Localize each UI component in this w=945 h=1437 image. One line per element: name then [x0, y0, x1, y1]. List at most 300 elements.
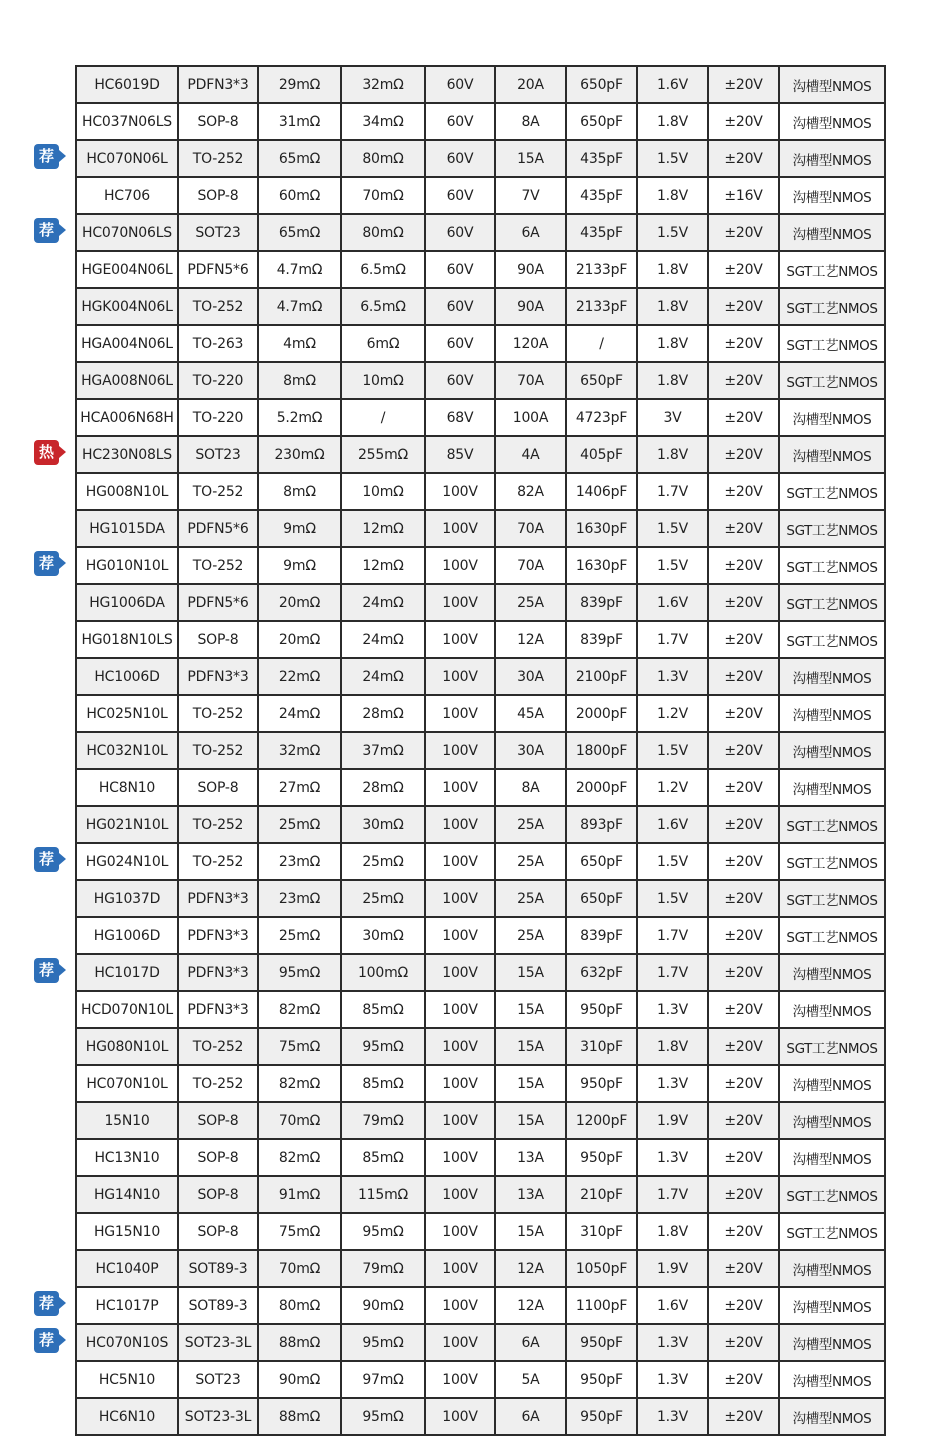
table-row [76, 103, 885, 140]
table-row [76, 1250, 885, 1287]
vth-cell: 1.8V [637, 1028, 708, 1065]
vds-cell: 85V [425, 436, 495, 473]
vth-cell: 1.6V [637, 66, 708, 103]
id-cell: 82A [495, 473, 566, 510]
table-row [76, 140, 885, 177]
table-body [76, 66, 885, 1435]
badge-label: 荐 [38, 1331, 54, 1349]
id-cell: 15A [495, 1213, 566, 1250]
rds-on-max-cell: 34mΩ [341, 103, 425, 140]
vgs-cell: ±20V [708, 769, 779, 806]
package-cell: SOP-8 [178, 1139, 258, 1176]
badge-label: 热 [38, 443, 54, 461]
badge-slot [34, 620, 68, 657]
id-cell: 15A [495, 1102, 566, 1139]
vth-cell: 1.5V [637, 214, 708, 251]
ciss-cell: 839pF [566, 584, 637, 621]
id-cell: 25A [495, 584, 566, 621]
vds-cell: 100V [425, 1102, 495, 1139]
id-cell: 100A [495, 399, 566, 436]
rds-on-max-cell: 6.5mΩ [341, 251, 425, 288]
model-cell: HG1006D [76, 917, 178, 954]
model-cell: HG1015DA [76, 510, 178, 547]
badge-column [34, 65, 68, 1434]
vds-cell: 100V [425, 1324, 495, 1361]
model-cell: HG1006DA [76, 584, 178, 621]
vth-cell: 1.3V [637, 1065, 708, 1102]
package-cell: SOP-8 [178, 1213, 258, 1250]
ciss-cell: 2133pF [566, 288, 637, 325]
badge-slot [34, 694, 68, 731]
vgs-cell: ±20V [708, 1287, 779, 1324]
model-cell: HC230N08LS [76, 436, 178, 473]
id-cell: 25A [495, 806, 566, 843]
vth-cell: 1.8V [637, 103, 708, 140]
model-cell: HC070N06L [76, 140, 178, 177]
table-row [76, 214, 885, 251]
package-cell: SOT23 [178, 214, 258, 251]
ciss-cell: 2100pF [566, 658, 637, 695]
vgs-cell: ±20V [708, 362, 779, 399]
ciss-cell: 650pF [566, 362, 637, 399]
rds-on-cell: 65mΩ [258, 214, 341, 251]
vds-cell: 60V [425, 66, 495, 103]
rds-on-max-cell: 25mΩ [341, 880, 425, 917]
rds-on-cell: 8mΩ [258, 473, 341, 510]
model-cell: HGK004N06L [76, 288, 178, 325]
vth-cell: 1.3V [637, 1139, 708, 1176]
type-cell: 沟槽型NMOS [779, 658, 885, 695]
badge-slot [34, 250, 68, 287]
rds-on-max-cell: 32mΩ [341, 66, 425, 103]
type-cell: SGT工艺NMOS [779, 1028, 885, 1065]
model-cell: HC070N10S [76, 1324, 178, 1361]
rds-on-cell: 230mΩ [258, 436, 341, 473]
rds-on-cell: 88mΩ [258, 1398, 341, 1435]
badge-slot [34, 731, 68, 768]
type-cell: SGT工艺NMOS [779, 806, 885, 843]
table-row [76, 251, 885, 288]
badge-slot [34, 990, 68, 1027]
vds-cell: 100V [425, 547, 495, 584]
rds-on-cell: 31mΩ [258, 103, 341, 140]
vds-cell: 68V [425, 399, 495, 436]
table-row [76, 399, 885, 436]
table-row [76, 1361, 885, 1398]
vgs-cell: ±20V [708, 473, 779, 510]
table-row [76, 1213, 885, 1250]
rds-on-max-cell: 100mΩ [341, 954, 425, 991]
vds-cell: 60V [425, 177, 495, 214]
model-cell: HG024N10L [76, 843, 178, 880]
type-cell: SGT工艺NMOS [779, 288, 885, 325]
vds-cell: 100V [425, 732, 495, 769]
model-cell: HC1006D [76, 658, 178, 695]
model-cell: HGE004N06L [76, 251, 178, 288]
type-cell: SGT工艺NMOS [779, 473, 885, 510]
id-cell: 6A [495, 214, 566, 251]
vgs-cell: ±20V [708, 991, 779, 1028]
rds-on-cell: 60mΩ [258, 177, 341, 214]
model-cell: HC025N10L [76, 695, 178, 732]
rds-on-max-cell: 79mΩ [341, 1102, 425, 1139]
vgs-cell: ±20V [708, 806, 779, 843]
package-cell: TO-252 [178, 695, 258, 732]
badge-slot [34, 472, 68, 509]
ciss-cell: 4723pF [566, 399, 637, 436]
vth-cell: 1.8V [637, 251, 708, 288]
vds-cell: 100V [425, 1213, 495, 1250]
package-cell: PDFN3*3 [178, 880, 258, 917]
rds-on-cell: 82mΩ [258, 1065, 341, 1102]
badge-slot [34, 1360, 68, 1397]
package-cell: SOP-8 [178, 769, 258, 806]
badge-slot [34, 546, 68, 583]
model-cell: HC037N06LS [76, 103, 178, 140]
package-cell: SOP-8 [178, 621, 258, 658]
vds-cell: 100V [425, 1361, 495, 1398]
package-cell: TO-252 [178, 1028, 258, 1065]
badge-slot [34, 842, 68, 879]
ciss-cell: 1100pF [566, 1287, 637, 1324]
badge-slot [34, 1249, 68, 1286]
rds-on-max-cell: 85mΩ [341, 1139, 425, 1176]
vth-cell: 1.3V [637, 1324, 708, 1361]
type-cell: 沟槽型NMOS [779, 1065, 885, 1102]
type-cell: SGT工艺NMOS [779, 251, 885, 288]
type-cell: 沟槽型NMOS [779, 140, 885, 177]
rds-on-max-cell: 28mΩ [341, 695, 425, 732]
rds-on-max-cell: 80mΩ [341, 140, 425, 177]
id-cell: 45A [495, 695, 566, 732]
table-row [76, 991, 885, 1028]
table-row [76, 954, 885, 991]
badge-slot [34, 1138, 68, 1175]
rds-on-max-cell: 85mΩ [341, 1065, 425, 1102]
badge-slot [34, 139, 68, 176]
recommend-badge-icon [34, 551, 59, 576]
ciss-cell: 950pF [566, 1361, 637, 1398]
package-cell: TO-252 [178, 288, 258, 325]
package-cell: SOT23-3L [178, 1324, 258, 1361]
vgs-cell: ±20V [708, 732, 779, 769]
recommend-badge-icon [34, 1328, 59, 1353]
ciss-cell: / [566, 325, 637, 362]
vth-cell: 1.8V [637, 436, 708, 473]
package-cell: TO-252 [178, 547, 258, 584]
recommend-badge-icon [34, 1291, 59, 1316]
ciss-cell: 210pF [566, 1176, 637, 1213]
id-cell: 15A [495, 991, 566, 1028]
id-cell: 8A [495, 103, 566, 140]
id-cell: 15A [495, 1065, 566, 1102]
vgs-cell: ±20V [708, 251, 779, 288]
table-row [76, 547, 885, 584]
package-cell: SOT23 [178, 1361, 258, 1398]
vgs-cell: ±20V [708, 1398, 779, 1435]
table-row [76, 658, 885, 695]
rds-on-max-cell: 95mΩ [341, 1213, 425, 1250]
type-cell: 沟槽型NMOS [779, 769, 885, 806]
vgs-cell: ±20V [708, 140, 779, 177]
type-cell: 沟槽型NMOS [779, 1361, 885, 1398]
ciss-cell: 1630pF [566, 510, 637, 547]
badge-slot [34, 1323, 68, 1360]
rds-on-cell: 4.7mΩ [258, 288, 341, 325]
id-cell: 13A [495, 1139, 566, 1176]
table-row [76, 1139, 885, 1176]
table-row [76, 66, 885, 103]
vds-cell: 100V [425, 806, 495, 843]
vgs-cell: ±20V [708, 695, 779, 732]
vth-cell: 1.9V [637, 1102, 708, 1139]
type-cell: 沟槽型NMOS [779, 66, 885, 103]
type-cell: 沟槽型NMOS [779, 103, 885, 140]
vth-cell: 1.3V [637, 991, 708, 1028]
table-row [76, 1102, 885, 1139]
model-cell: HG021N10L [76, 806, 178, 843]
ciss-cell: 2133pF [566, 251, 637, 288]
vds-cell: 60V [425, 288, 495, 325]
rds-on-cell: 25mΩ [258, 806, 341, 843]
ciss-cell: 435pF [566, 177, 637, 214]
badge-slot [34, 398, 68, 435]
recommend-badge-icon [34, 144, 59, 169]
rds-on-cell: 8mΩ [258, 362, 341, 399]
id-cell: 70A [495, 362, 566, 399]
vth-cell: 1.8V [637, 1213, 708, 1250]
rds-on-cell: 90mΩ [258, 1361, 341, 1398]
rds-on-cell: 75mΩ [258, 1213, 341, 1250]
id-cell: 6A [495, 1324, 566, 1361]
vds-cell: 60V [425, 251, 495, 288]
ciss-cell: 650pF [566, 66, 637, 103]
badge-label: 荐 [38, 221, 54, 239]
package-cell: TO-252 [178, 806, 258, 843]
type-cell: 沟槽型NMOS [779, 1102, 885, 1139]
rds-on-cell: 20mΩ [258, 621, 341, 658]
rds-on-cell: 20mΩ [258, 584, 341, 621]
id-cell: 5A [495, 1361, 566, 1398]
ciss-cell: 435pF [566, 140, 637, 177]
rds-on-cell: 22mΩ [258, 658, 341, 695]
package-cell: PDFN3*3 [178, 66, 258, 103]
type-cell: 沟槽型NMOS [779, 214, 885, 251]
badge-slot [34, 509, 68, 546]
badge-label: 荐 [38, 850, 54, 868]
id-cell: 90A [495, 288, 566, 325]
mosfet-spec-table [75, 65, 886, 1436]
id-cell: 6A [495, 1398, 566, 1435]
rds-on-cell: 32mΩ [258, 732, 341, 769]
vth-cell: 1.7V [637, 917, 708, 954]
id-cell: 12A [495, 1250, 566, 1287]
id-cell: 4A [495, 436, 566, 473]
table-row [76, 325, 885, 362]
vgs-cell: ±20V [708, 1139, 779, 1176]
model-cell: HGA004N06L [76, 325, 178, 362]
badge-slot [34, 1064, 68, 1101]
ciss-cell: 405pF [566, 436, 637, 473]
rds-on-max-cell: 25mΩ [341, 843, 425, 880]
ciss-cell: 950pF [566, 1065, 637, 1102]
vgs-cell: ±20V [708, 399, 779, 436]
vth-cell: 1.3V [637, 658, 708, 695]
vds-cell: 100V [425, 917, 495, 954]
badge-label: 荐 [38, 1294, 54, 1312]
table-row [76, 843, 885, 880]
rds-on-max-cell: 95mΩ [341, 1028, 425, 1065]
ciss-cell: 310pF [566, 1028, 637, 1065]
package-cell: TO-252 [178, 140, 258, 177]
model-cell: HG008N10L [76, 473, 178, 510]
rds-on-max-cell: 6mΩ [341, 325, 425, 362]
model-cell: HC13N10 [76, 1139, 178, 1176]
vds-cell: 100V [425, 1287, 495, 1324]
rds-on-max-cell: 12mΩ [341, 547, 425, 584]
vgs-cell: ±20V [708, 658, 779, 695]
vth-cell: 1.7V [637, 473, 708, 510]
package-cell: SOP-8 [178, 1102, 258, 1139]
badge-slot [34, 1397, 68, 1434]
type-cell: 沟槽型NMOS [779, 954, 885, 991]
vds-cell: 100V [425, 473, 495, 510]
recommend-badge-icon [34, 958, 59, 983]
table-row [76, 362, 885, 399]
type-cell: SGT工艺NMOS [779, 917, 885, 954]
rds-on-max-cell: 24mΩ [341, 584, 425, 621]
id-cell: 90A [495, 251, 566, 288]
badge-slot [34, 176, 68, 213]
rds-on-max-cell: 70mΩ [341, 177, 425, 214]
vds-cell: 100V [425, 621, 495, 658]
vth-cell: 1.7V [637, 1176, 708, 1213]
vds-cell: 100V [425, 1028, 495, 1065]
package-cell: TO-252 [178, 843, 258, 880]
type-cell: 沟槽型NMOS [779, 1139, 885, 1176]
vds-cell: 100V [425, 584, 495, 621]
ciss-cell: 310pF [566, 1213, 637, 1250]
package-cell: SOP-8 [178, 1176, 258, 1213]
table-row [76, 917, 885, 954]
package-cell: PDFN3*3 [178, 917, 258, 954]
ciss-cell: 435pF [566, 214, 637, 251]
ciss-cell: 2000pF [566, 695, 637, 732]
id-cell: 25A [495, 843, 566, 880]
badge-slot [34, 768, 68, 805]
rds-on-max-cell: / [341, 399, 425, 436]
vgs-cell: ±16V [708, 177, 779, 214]
package-cell: PDFN3*3 [178, 991, 258, 1028]
package-cell: SOT23-3L [178, 1398, 258, 1435]
rds-on-cell: 82mΩ [258, 991, 341, 1028]
ciss-cell: 1630pF [566, 547, 637, 584]
type-cell: 沟槽型NMOS [779, 399, 885, 436]
vgs-cell: ±20V [708, 1361, 779, 1398]
vth-cell: 1.3V [637, 1398, 708, 1435]
vth-cell: 1.5V [637, 547, 708, 584]
id-cell: 25A [495, 917, 566, 954]
badge-slot [34, 435, 68, 472]
table-row [76, 880, 885, 917]
model-cell: HC8N10 [76, 769, 178, 806]
vgs-cell: ±20V [708, 325, 779, 362]
type-cell: 沟槽型NMOS [779, 695, 885, 732]
table-row [76, 288, 885, 325]
hot-badge-icon [34, 440, 59, 465]
badge-slot [34, 1212, 68, 1249]
type-cell: SGT工艺NMOS [779, 362, 885, 399]
ciss-cell: 1050pF [566, 1250, 637, 1287]
badge-slot [34, 102, 68, 139]
ciss-cell: 950pF [566, 1398, 637, 1435]
table-row [76, 584, 885, 621]
vgs-cell: ±20V [708, 214, 779, 251]
badge-slot [34, 805, 68, 842]
badge-slot [34, 361, 68, 398]
ciss-cell: 950pF [566, 1324, 637, 1361]
type-cell: 沟槽型NMOS [779, 436, 885, 473]
ciss-cell: 1200pF [566, 1102, 637, 1139]
vds-cell: 100V [425, 1398, 495, 1435]
rds-on-cell: 23mΩ [258, 843, 341, 880]
ciss-cell: 839pF [566, 917, 637, 954]
badge-slot [34, 583, 68, 620]
model-cell: HG14N10 [76, 1176, 178, 1213]
rds-on-cell: 88mΩ [258, 1324, 341, 1361]
model-cell: HG080N10L [76, 1028, 178, 1065]
vth-cell: 1.7V [637, 954, 708, 991]
vgs-cell: ±20V [708, 1250, 779, 1287]
id-cell: 8A [495, 769, 566, 806]
model-cell: HG15N10 [76, 1213, 178, 1250]
id-cell: 15A [495, 1028, 566, 1065]
package-cell: TO-252 [178, 732, 258, 769]
rds-on-cell: 9mΩ [258, 547, 341, 584]
ciss-cell: 950pF [566, 991, 637, 1028]
type-cell: 沟槽型NMOS [779, 177, 885, 214]
model-cell: HC1040P [76, 1250, 178, 1287]
vth-cell: 1.3V [637, 1361, 708, 1398]
table-row [76, 1028, 885, 1065]
table-row [76, 1287, 885, 1324]
badge-slot [34, 916, 68, 953]
type-cell: SGT工艺NMOS [779, 843, 885, 880]
rds-on-cell: 24mΩ [258, 695, 341, 732]
type-cell: 沟槽型NMOS [779, 991, 885, 1028]
badge-slot [34, 657, 68, 694]
id-cell: 12A [495, 1287, 566, 1324]
rds-on-max-cell: 95mΩ [341, 1324, 425, 1361]
badge-slot [34, 1027, 68, 1064]
type-cell: SGT工艺NMOS [779, 325, 885, 362]
vds-cell: 60V [425, 362, 495, 399]
vds-cell: 100V [425, 843, 495, 880]
model-cell: HC6019D [76, 66, 178, 103]
vgs-cell: ±20V [708, 288, 779, 325]
id-cell: 70A [495, 510, 566, 547]
vth-cell: 1.9V [637, 1250, 708, 1287]
rds-on-max-cell: 95mΩ [341, 1398, 425, 1435]
table-row [76, 1176, 885, 1213]
recommend-badge-icon [34, 218, 59, 243]
vgs-cell: ±20V [708, 917, 779, 954]
ciss-cell: 632pF [566, 954, 637, 991]
id-cell: 30A [495, 732, 566, 769]
model-cell: HC032N10L [76, 732, 178, 769]
vth-cell: 1.8V [637, 288, 708, 325]
table-row [76, 806, 885, 843]
